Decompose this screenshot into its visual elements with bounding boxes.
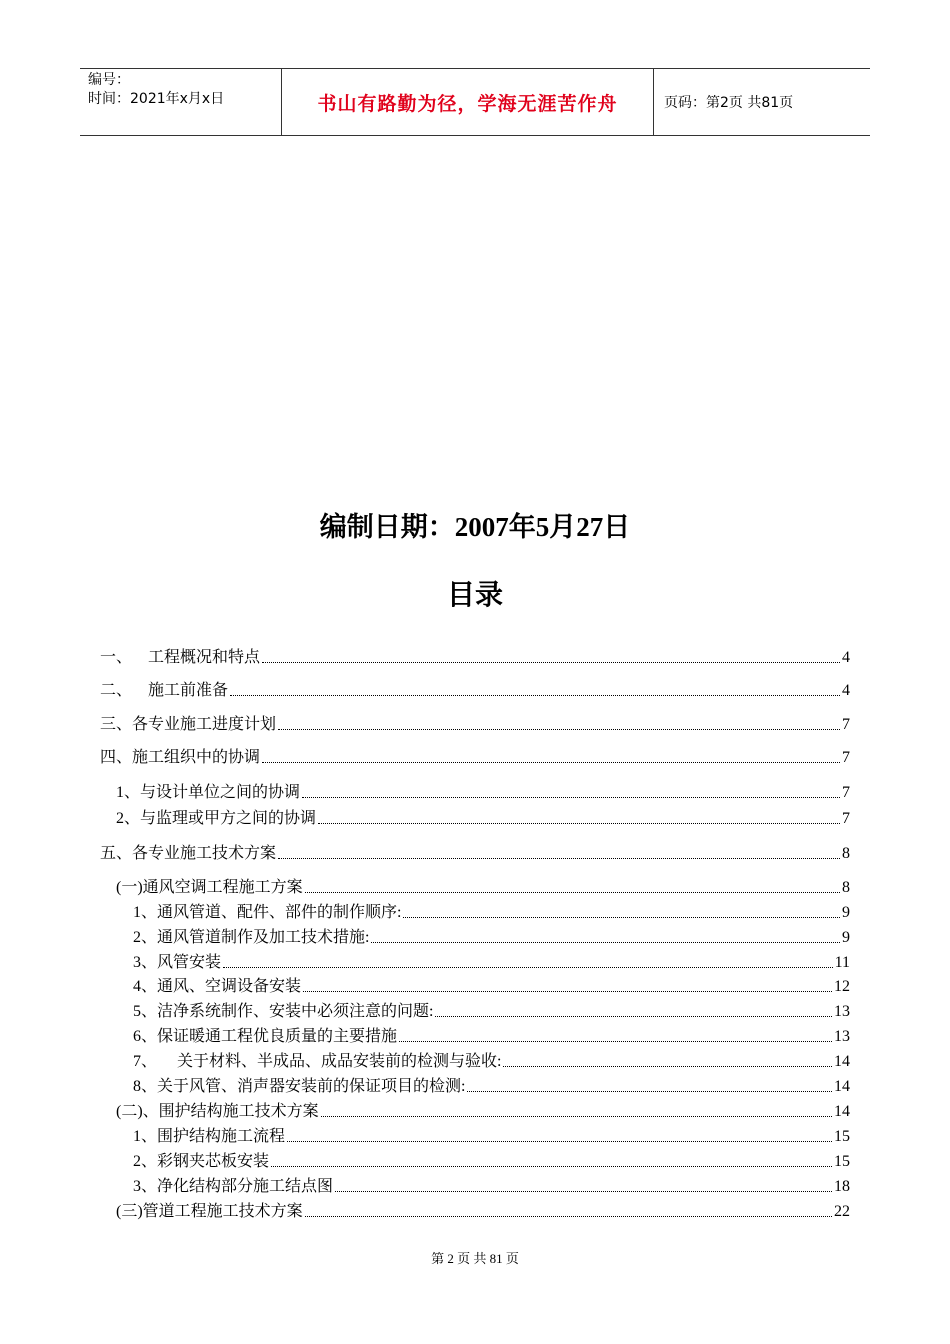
toc-entry-page: 13 — [834, 1028, 850, 1045]
toc-entry-text: 1、围护结构施工流程 — [133, 1128, 286, 1145]
toc-entry-text: 5、洁净系统制作、安装中必须注意的问题: — [133, 1003, 434, 1020]
toc-entry-page: 14 — [834, 1078, 850, 1095]
toc-entry[interactable] — [133, 975, 850, 997]
toc-entry[interactable] — [133, 1125, 850, 1147]
toc-entry-page: 11 — [834, 954, 850, 971]
toc-entry[interactable] — [133, 1075, 850, 1097]
toc-entry-text: (二)、围护结构施工技术方案 — [116, 1103, 319, 1120]
toc-entry[interactable] — [100, 746, 850, 768]
toc-entry-page: 7 — [842, 716, 850, 733]
toc-leader-dots — [303, 991, 832, 992]
toc-entry-page: 15 — [834, 1128, 850, 1145]
toc-entry-page: 9 — [842, 904, 850, 921]
toc-entry-page: 7 — [842, 749, 850, 766]
toc-entry-text: 4、通风、空调设备安装 — [133, 978, 302, 995]
toc-entry[interactable] — [116, 1100, 850, 1122]
toc-leader-dots — [302, 797, 840, 798]
toc-entry[interactable] — [100, 679, 850, 701]
page-label: 页码：第2页 共81页 — [664, 95, 794, 111]
toc-leader-dots — [467, 1091, 832, 1092]
toc-leader-dots — [403, 917, 840, 918]
toc-entry[interactable] — [133, 1000, 850, 1022]
toc-leader-dots — [305, 892, 840, 893]
toc-entry-page: 8 — [842, 879, 850, 896]
toc-entry[interactable] — [133, 926, 850, 948]
toc-entry-page: 14 — [834, 1103, 850, 1120]
toc-leader-dots — [335, 1191, 832, 1192]
toc-leader-dots — [371, 942, 840, 943]
toc-entry-page: 7 — [842, 784, 850, 801]
toc-entry-text: 一、 工程概况和特点 — [100, 649, 261, 666]
toc-entry-page: 12 — [834, 978, 850, 995]
toc-entry-text: 2、彩钢夹芯板安装 — [133, 1153, 270, 1170]
toc-entry[interactable] — [116, 781, 850, 803]
toc-leader-dots — [278, 729, 840, 730]
toc-entry[interactable] — [133, 1025, 850, 1047]
toc-leader-dots — [271, 1166, 832, 1167]
toc-entry-page: 15 — [834, 1153, 850, 1170]
toc-entry[interactable] — [133, 901, 850, 923]
toc-leader-dots — [321, 1116, 832, 1117]
toc-entry-text: 7、 关于材料、半成品、成品安装前的检测与验收: — [133, 1053, 502, 1070]
toc-leader-dots — [278, 858, 840, 859]
time-label: 时间：2021年x月x日 — [88, 91, 225, 107]
toc-title: 目录 — [446, 578, 503, 611]
toc-leader-dots — [399, 1041, 832, 1042]
toc-entry-page: 7 — [842, 810, 850, 827]
toc-leader-dots — [262, 762, 840, 763]
toc-leader-dots — [287, 1141, 832, 1142]
toc-entry-page: 4 — [842, 649, 850, 666]
toc-entry-text: (三)管道工程施工技术方案 — [116, 1203, 303, 1220]
toc-leader-dots — [230, 695, 840, 696]
toc-entry[interactable] — [133, 1175, 850, 1197]
toc-entry[interactable] — [100, 713, 850, 735]
compile-date: 编制日期：2007年5月27日 — [319, 512, 631, 542]
toc-entry-text: 1、与设计单位之间的协调 — [116, 784, 301, 801]
toc-leader-dots — [435, 1016, 832, 1017]
toc-entry-page: 14 — [834, 1053, 850, 1070]
toc-entry-text: 1、通风管道、配件、部件的制作顺序: — [133, 904, 402, 921]
header-motto-cell — [282, 69, 654, 135]
page-footer: 第 2 页 共 81 页 — [431, 1251, 519, 1266]
toc-entry[interactable] — [133, 1050, 850, 1072]
toc-entry-text: 3、风管安装 — [133, 954, 222, 971]
toc-entry[interactable] — [100, 646, 850, 668]
toc-leader-dots — [223, 967, 833, 968]
toc-entry-text: 6、保证暖通工程优良质量的主要措施 — [133, 1028, 398, 1045]
motto-text: 书山有路勤为径，学海无涯苦作舟 — [317, 92, 618, 115]
toc-entry-page: 8 — [842, 845, 850, 862]
toc-leader-dots — [503, 1066, 832, 1067]
header-info-cell — [80, 69, 282, 135]
toc-entry-text: 二、 施工前准备 — [100, 682, 229, 699]
toc-entry[interactable] — [116, 1200, 850, 1222]
toc-entry-page: 18 — [834, 1178, 850, 1195]
toc-entry-page: 4 — [842, 682, 850, 699]
toc-entry-text: 五、各专业施工技术方案 — [100, 845, 277, 862]
toc-leader-dots — [318, 823, 840, 824]
toc-entry-text: 2、通风管道制作及加工技术措施: — [133, 929, 370, 946]
toc-entry-page: 22 — [834, 1203, 850, 1220]
number-label: 编号： — [88, 72, 130, 88]
page-header — [80, 68, 870, 136]
toc-entry-page: 9 — [842, 929, 850, 946]
toc-entry-text: 四、施工组织中的协调 — [100, 749, 261, 766]
toc-entry[interactable] — [116, 807, 850, 829]
toc-entry[interactable] — [133, 1150, 850, 1172]
toc-entry-text: 8、关于风管、消声器安装前的保证项目的检测: — [133, 1078, 466, 1095]
toc-entry-text: 3、净化结构部分施工结点图 — [133, 1178, 334, 1195]
toc-entry[interactable] — [133, 951, 850, 973]
toc-leader-dots — [262, 662, 840, 663]
header-page-cell — [654, 69, 870, 135]
toc-entry[interactable] — [100, 842, 850, 864]
toc-entry-text: 2、与监理或甲方之间的协调 — [116, 810, 317, 827]
toc-entry-text: 三、各专业施工进度计划 — [100, 716, 277, 733]
toc-entry-text: (一)通风空调工程施工方案 — [116, 879, 303, 896]
toc-entry-page: 13 — [834, 1003, 850, 1020]
toc-entry[interactable] — [116, 876, 850, 898]
toc-leader-dots — [305, 1216, 832, 1217]
